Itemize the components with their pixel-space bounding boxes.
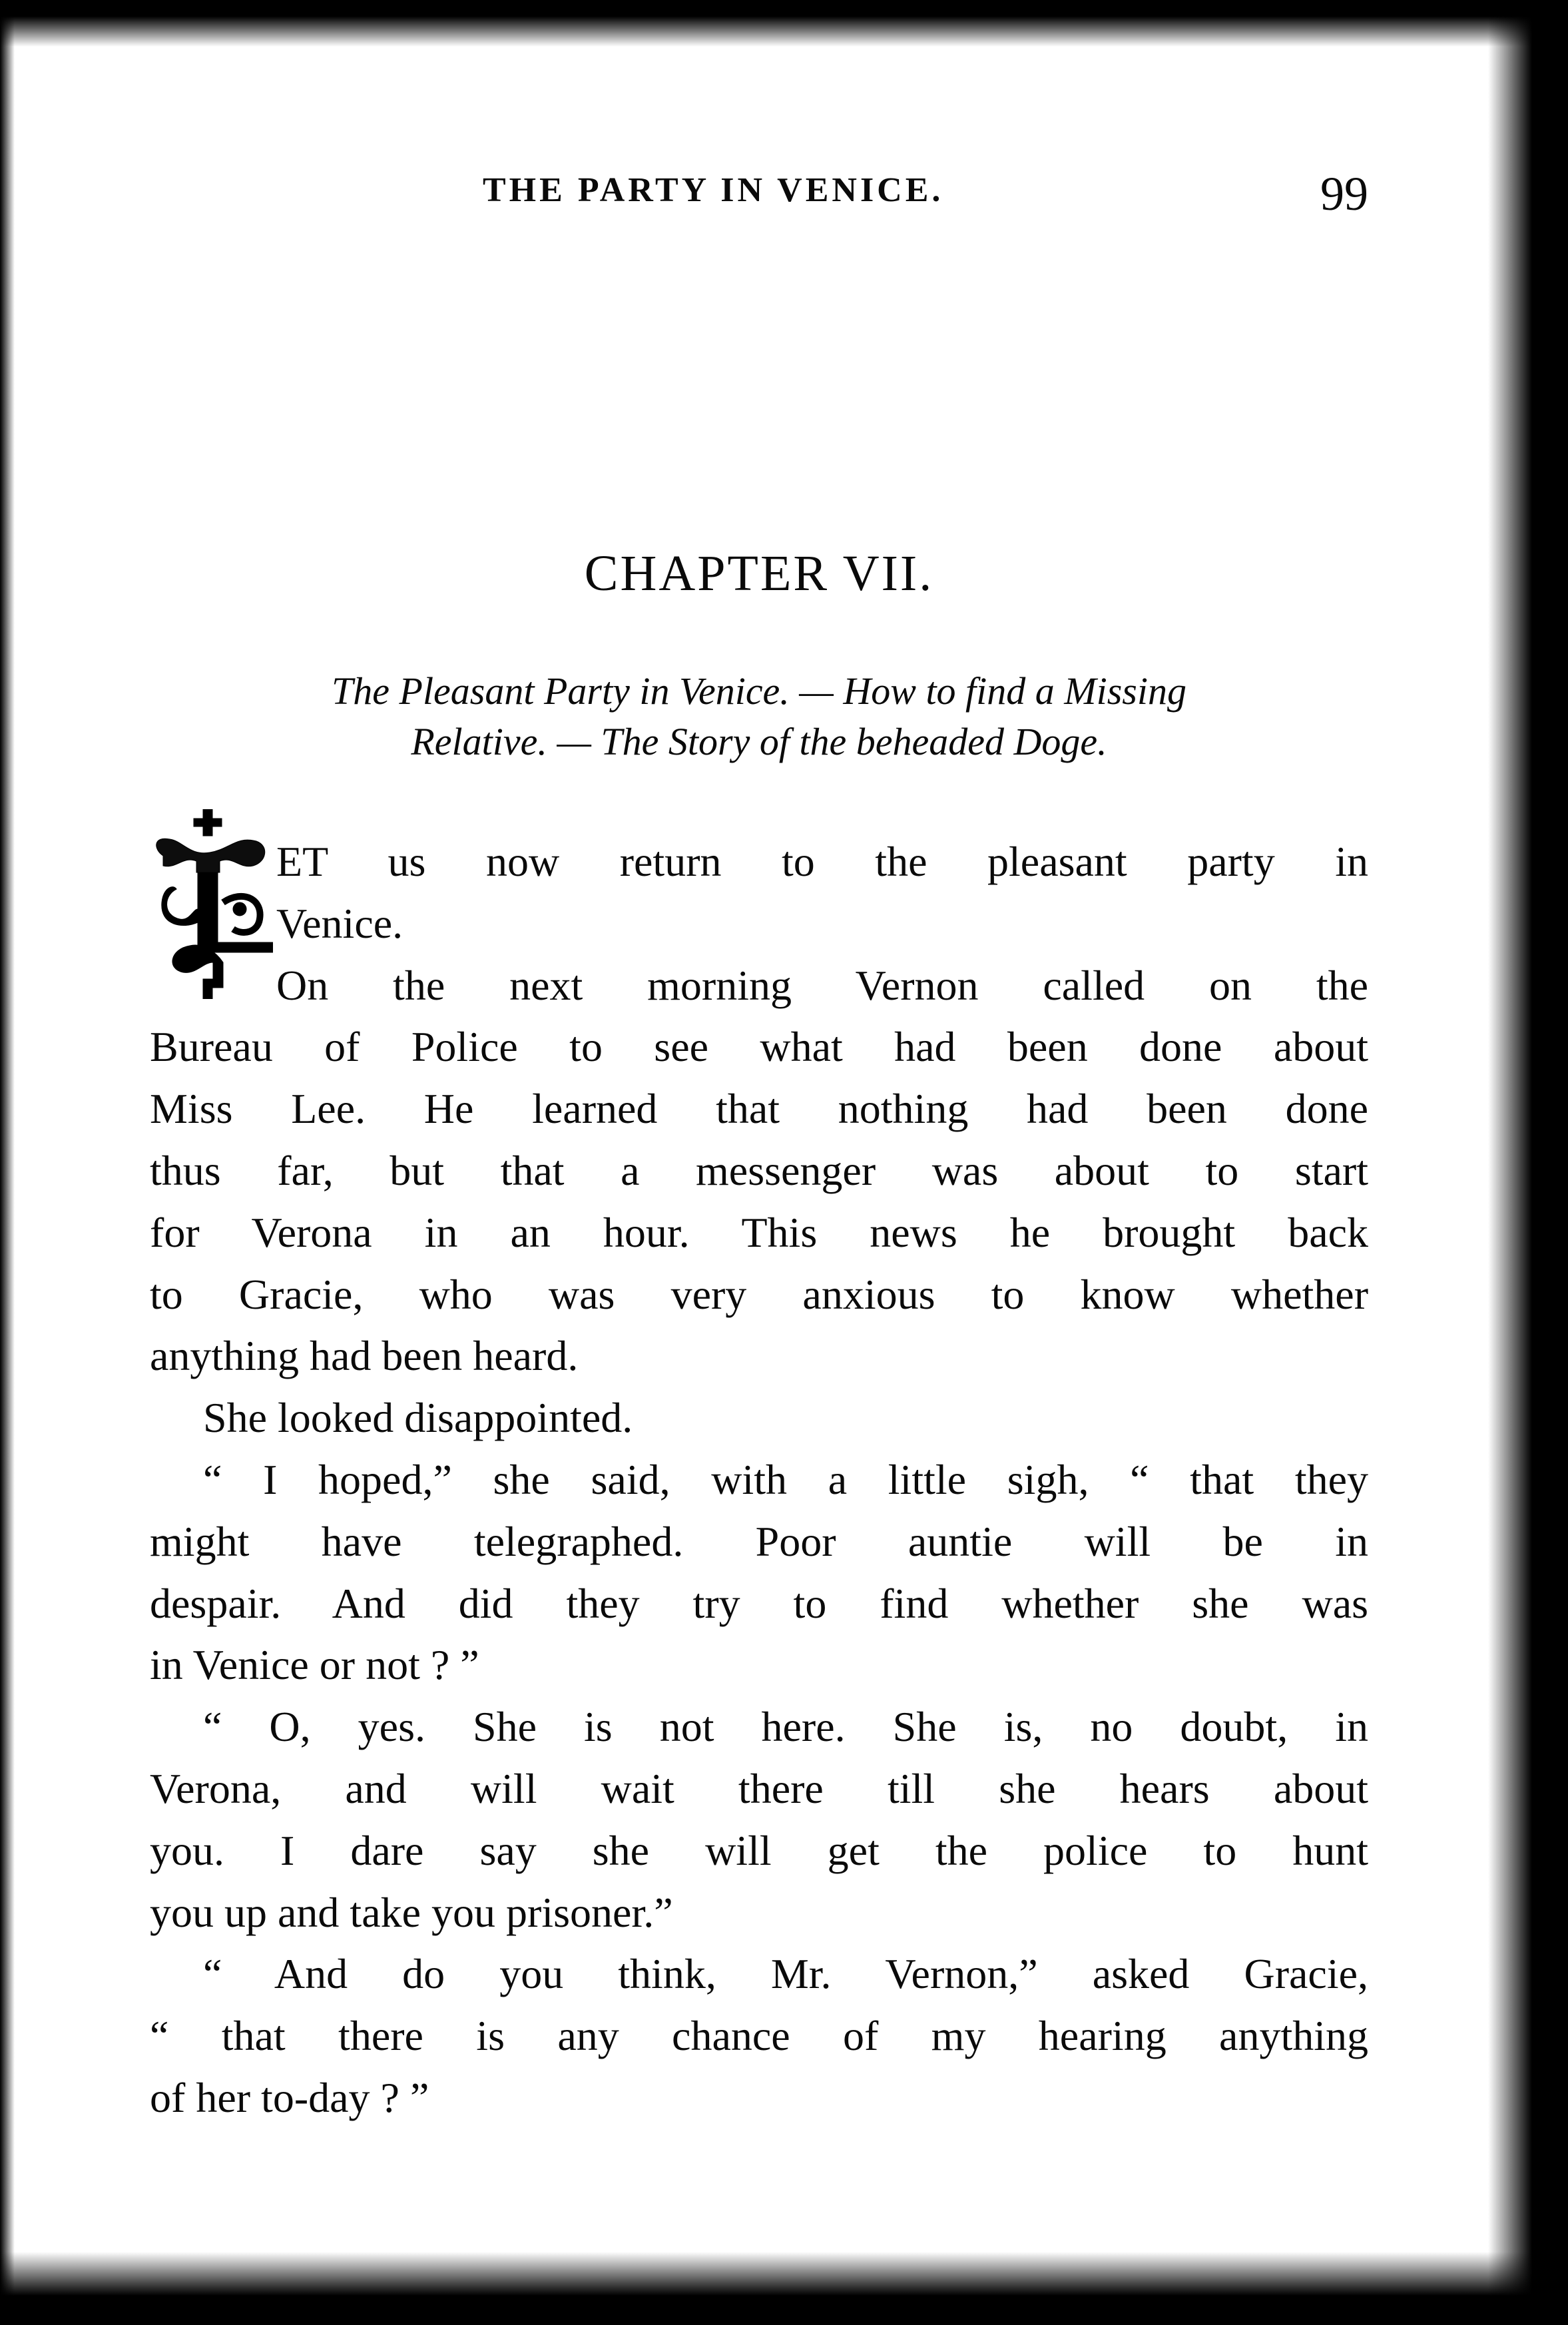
text-line: you. I dare say she will get the police to hunt <box>150 1826 1368 1874</box>
text-line: Verona, and will wait there till she hears about <box>150 1764 1368 1812</box>
text-line: might have telegraphed. Poor auntie will be in <box>150 1517 1368 1565</box>
text-line: “ that there is any chance of my hearing anything <box>150 2012 1368 2060</box>
book-page <box>150 0 1368 2325</box>
chapter-summary-line: Relative. — The Story of the beheaded Doge. <box>411 720 1107 763</box>
chapter-heading: CHAPTER VII. <box>584 545 934 601</box>
text-line: of her to-day ? ” <box>150 2073 429 2121</box>
chapter-summary <box>150 666 1368 767</box>
text-line: you up and take you prisoner.” <box>150 1888 673 1936</box>
body-text <box>150 831 1368 2129</box>
text-line: Bureau of Police to see what had been done about <box>150 1023 1368 1071</box>
text-line: ET us now return to the pleasant party in <box>276 838 1368 885</box>
text-line: to Gracie, who was very anxious to know whether <box>150 1270 1368 1318</box>
text-line: Venice. <box>276 899 403 947</box>
text-line: despair. And did they try to find whether she was <box>150 1579 1368 1627</box>
running-head <box>150 166 1368 220</box>
text-line: “ O, yes. She is not here. She is, no doubt, in <box>203 1703 1368 1751</box>
text-line: “ And do you think, Mr. Vernon,” asked Gracie, <box>203 1950 1368 1998</box>
page-number: 99 <box>1320 167 1368 220</box>
text-line: for Verona in an hour. This news he brought back <box>150 1208 1368 1256</box>
text-line: in Venice or not ? ” <box>150 1641 479 1689</box>
chapter-summary-line: The Pleasant Party in Venice. — How to find a Missing <box>332 669 1186 713</box>
running-title: THE PARTY IN VENICE. <box>483 171 944 209</box>
text-line: She looked disappointed. <box>203 1394 633 1442</box>
scan-edge-right <box>1488 0 1568 2325</box>
scan-edge-left <box>0 0 15 2325</box>
text-line: On the next morning Vernon called on the <box>276 961 1368 1009</box>
text-line: “ I hoped,” she said, with a little sigh, “ that they <box>203 1455 1368 1503</box>
text-line: thus far, but that a messenger was about to start <box>150 1146 1368 1194</box>
text-line: Miss Lee. He learned that nothing had been done <box>150 1085 1368 1133</box>
text-line: anything had been heard. <box>150 1332 579 1380</box>
